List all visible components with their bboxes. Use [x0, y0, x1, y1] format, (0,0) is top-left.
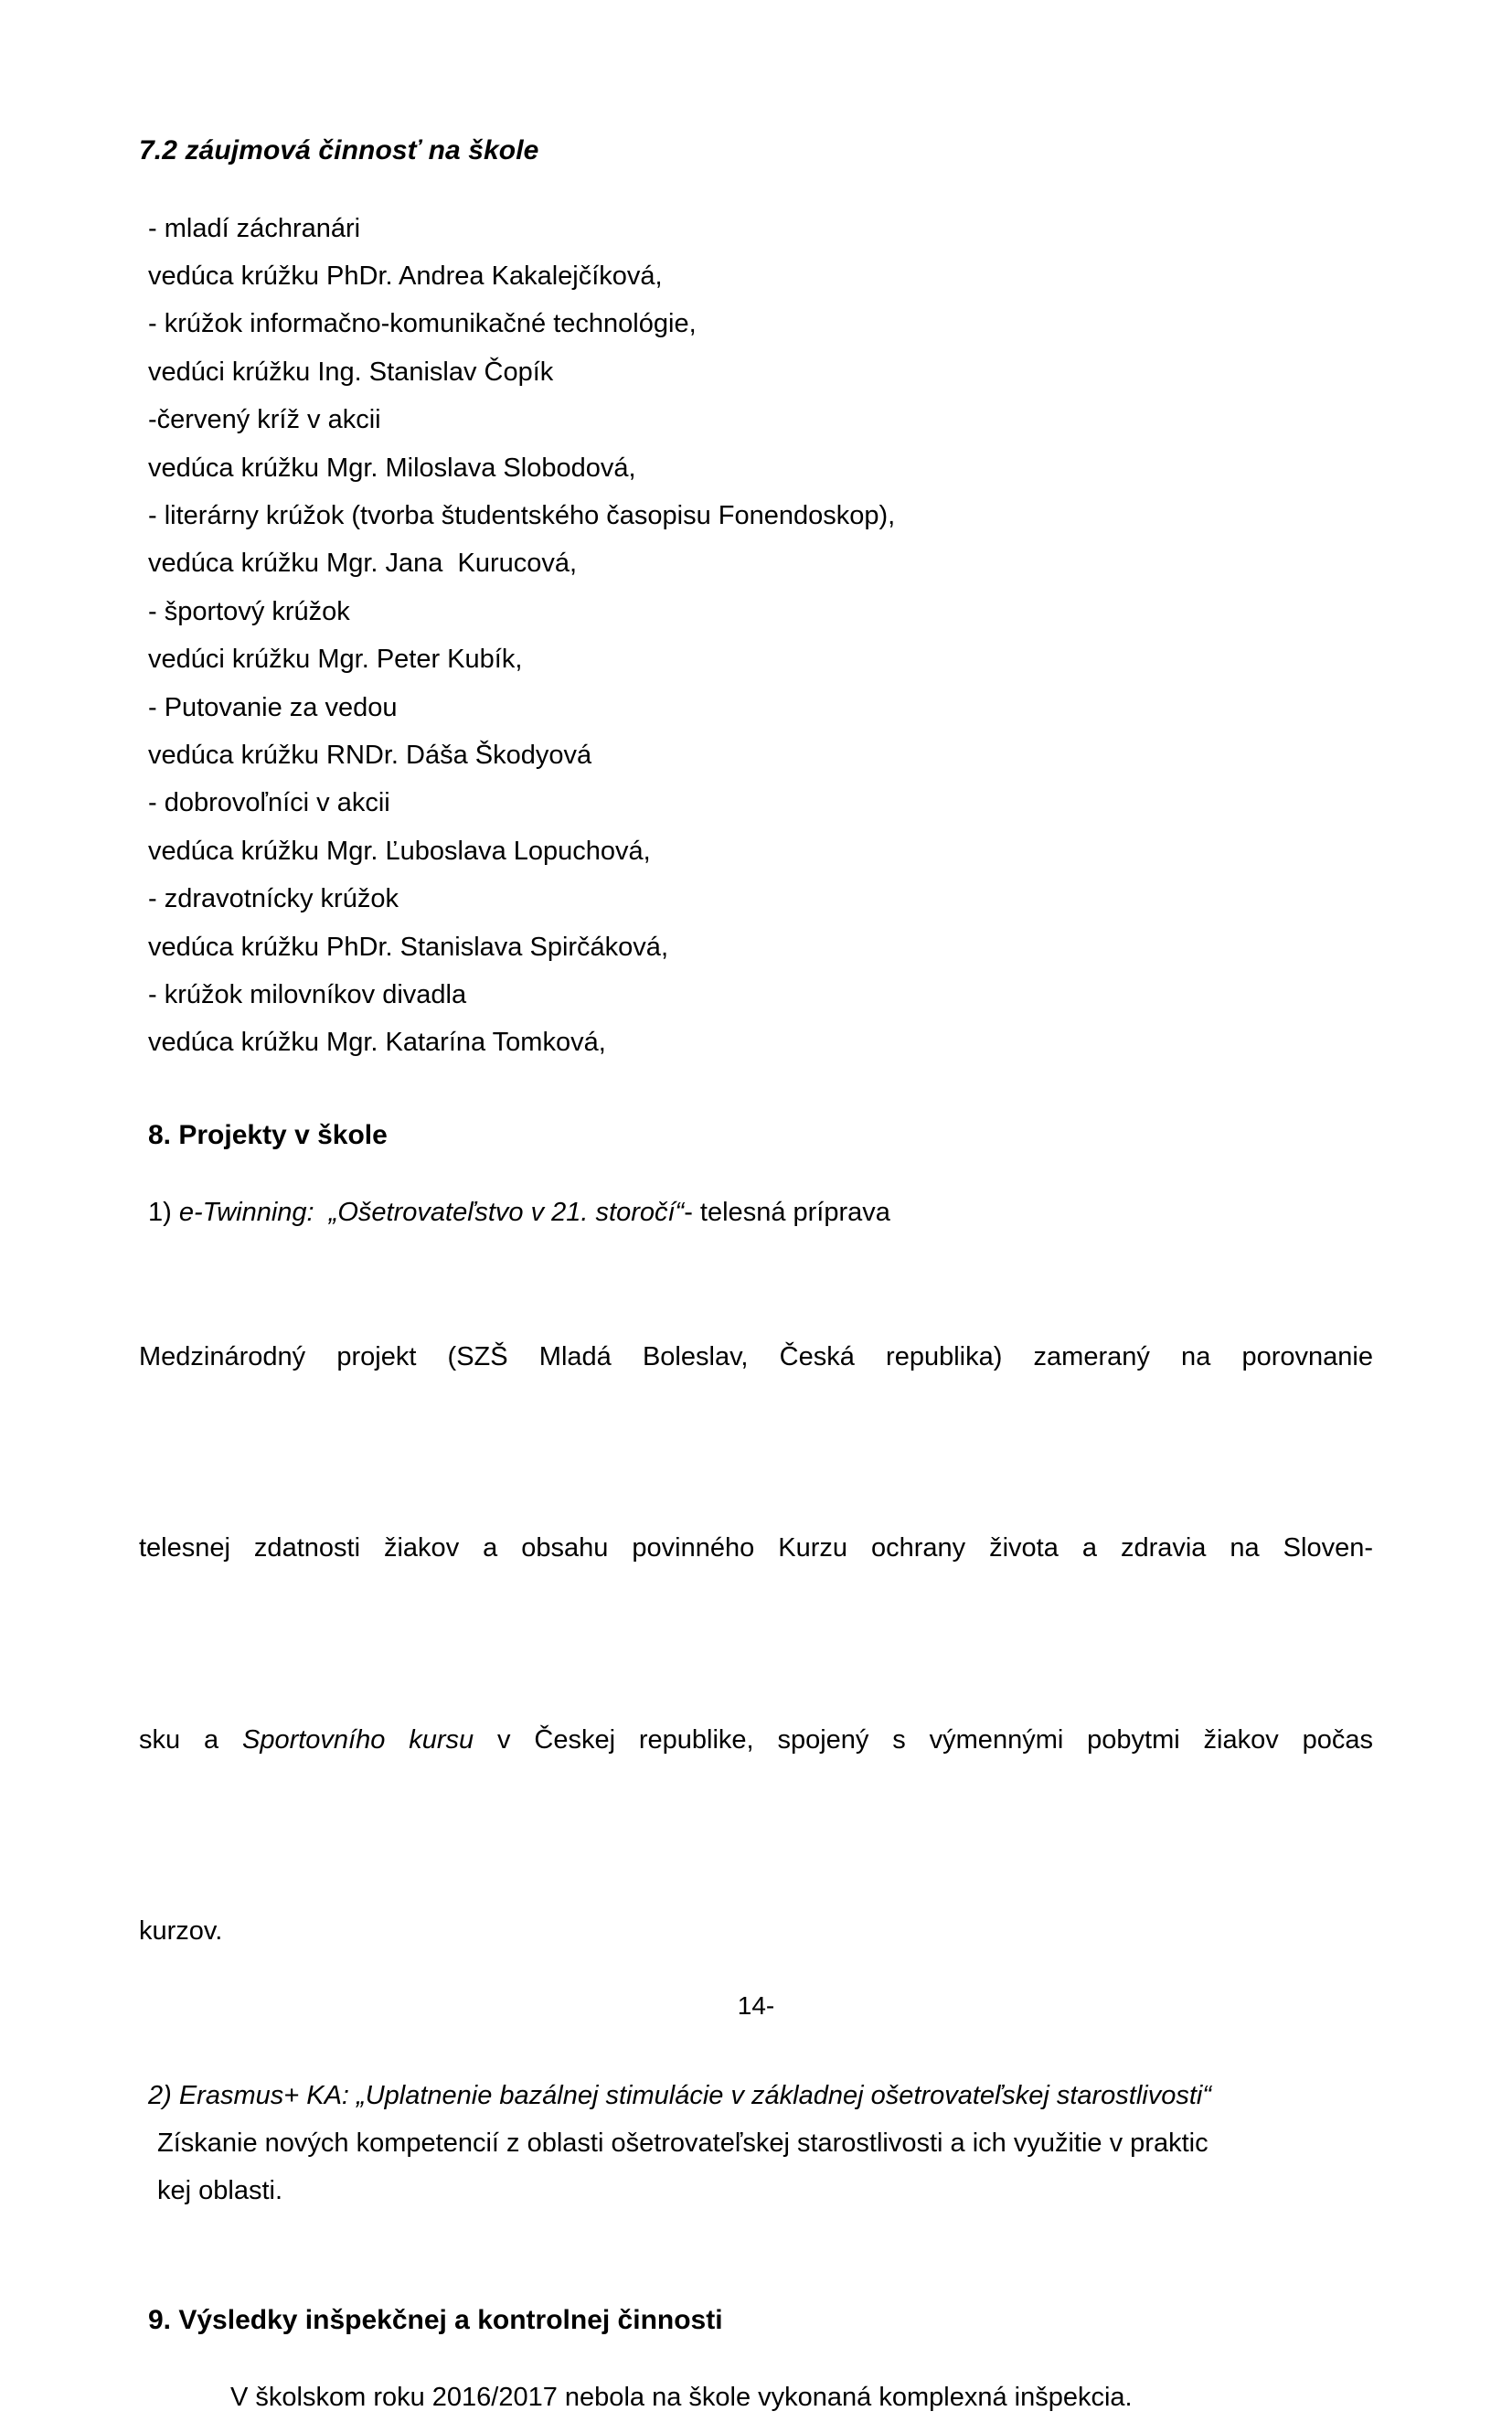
project-1-prefix: 1) [148, 1198, 179, 1228]
list-item: - mladí záchranári [148, 213, 361, 243]
list-item: - Putovanie za vedou [148, 692, 398, 722]
project-1-suffix: - telesná príprava [684, 1198, 890, 1228]
list-item: - športový krúžok [148, 596, 350, 626]
project-1-body [139, 1237, 1373, 2052]
list-item: vedúca krúžku PhDr. Stanislava Spirčáková, [148, 932, 668, 962]
list-item: - literárny krúžok (tvorba študentského časopisu Fonendoskop), [148, 500, 896, 530]
interest-clubs-list [139, 205, 1373, 1067]
project-1-body-line-1: Medzinárodný projekt (SZŠ Mladá Boleslav, Česká republika) zameraný na porovnanie [139, 1341, 1373, 1371]
list-item: - krúžok milovníkov divadla [148, 980, 467, 1009]
project-1-title-italic: e-Twinning: „Ošetrovateľstvo v 21. storočí“ [178, 1198, 685, 1228]
project-1-body-line-3 [139, 1716, 1373, 1812]
list-item: vedúca krúžku Mgr. Katarína Tomková, [148, 1028, 606, 1058]
list-item: -červený kríž v akcii [148, 405, 381, 435]
page-content [139, 0, 1373, 2422]
list-item: vedúci krúžku Ing. Stanislav Čopík [148, 357, 554, 387]
spacer [139, 2337, 1373, 2374]
line-3-part-a: sku a [139, 1724, 242, 1755]
list-item: - zdravotnícky krúžok [148, 884, 399, 914]
section-heading-8: 8. Projekty v škole [148, 1119, 388, 1150]
project-2-title: 2) Erasmus+ KA: „Uplatnenie bazálnej stimulácie v základnej ošetrovateľskej starostlivosti“ [148, 2080, 1212, 2110]
project-1-body-line-4: kurzov. [139, 1916, 223, 1947]
project-1-body-line-2: telesnej zdatnosti žiakov a obsahu povinného Kurzu ochrany života a zdravia na Sloven- [139, 1533, 1373, 1563]
spacer [139, 168, 1373, 205]
line-3-part-b: v Českej republike, spojený s výmennými pobytmi žiakov počas [474, 1724, 1374, 1755]
section-heading-7-2: 7.2 záujmová činnosť na škole [139, 135, 539, 165]
line-3-italic: Sportovního kursu [241, 1724, 474, 1755]
list-item: - krúžok informačno-komunikačné technológie, [148, 309, 697, 339]
section-9-body: V školskom roku 2016/2017 nebola na škole vykonaná komplexná inšpekcia. [230, 2383, 1133, 2413]
project-1-title [139, 1189, 1373, 1236]
list-item: - dobrovoľníci v akcii [148, 788, 390, 818]
page-number: 14- [737, 1991, 775, 2020]
list-item: vedúci krúžku Mgr. Peter Kubík, [148, 645, 523, 675]
list-item: vedúca krúžku Mgr. Ľuboslava Lopuchová, [148, 836, 651, 866]
spacer [139, 1067, 1373, 1118]
list-item: vedúca krúžku RNDr. Dáša Škodyová [148, 740, 592, 770]
section-heading-9: 9. Výsledky inšpekčnej a kontrolnej činnosti [148, 2304, 723, 2335]
spacer [139, 2052, 1373, 2072]
spacer [139, 1152, 1373, 1189]
list-item: vedúca krúžku Mgr. Miloslava Slobodová, [148, 453, 636, 483]
list-item: vedúca krúžku Mgr. Jana Kurucová, [148, 549, 578, 579]
list-item: vedúca krúžku PhDr. Andrea Kakalejčíková, [148, 261, 663, 291]
project-2-body-line-2: kej oblasti. [157, 2176, 283, 2206]
project-2-body-line-1: Získanie nových kompetencií z oblasti ošetrovateľskej starostlivosti a ich využitie v praktic [157, 2129, 1209, 2159]
spacer [139, 2215, 1373, 2303]
